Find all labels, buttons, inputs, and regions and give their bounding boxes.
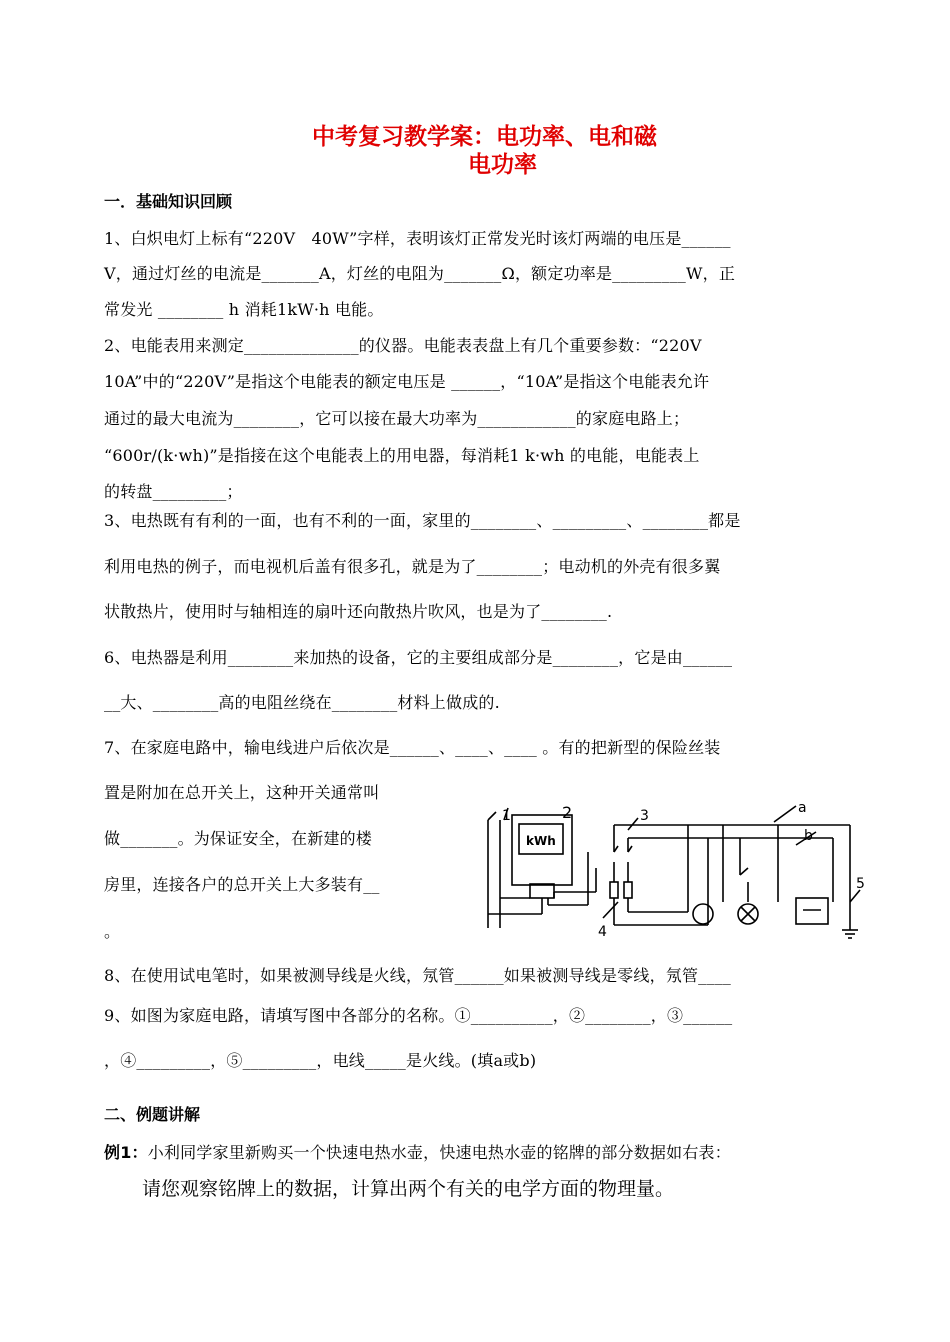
question-line: “600r/(k·wh)”是指接在这个电能表上的用电器，每消耗1 k·wh 的电能，电能表上 <box>104 446 700 465</box>
question-line: 。 <box>104 922 121 941</box>
question-line: 7、在家庭电路中，输电线进户后依次是______、____、____ 。有的把新型的保险丝装 <box>104 738 721 757</box>
page-subtitle: 电功率 <box>468 152 537 178</box>
question-line: 8、在使用试电笔时，如果被测导线是火线，氖管______如果被测导线是零线，氖管____ <box>104 966 731 985</box>
question-line: 置是附加在总开关上，这种开关通常叫 <box>104 783 380 802</box>
question-line: ，④_________，⑤_________，电线_____是火线。(填a或b) <box>104 1051 537 1070</box>
question-line: 1、白炽电灯上标有“220V 40W”字样，表明该灯正常发光时该灯两端的电压是______ <box>104 229 731 248</box>
label-2: 2 <box>562 803 573 822</box>
example-1 <box>104 1140 731 1163</box>
section-heading-examples: 二、例题讲解 <box>104 1105 201 1124</box>
example-text: 小利同学家里新购买一个快速电热水壶，快速电热水壶的铭牌的部分数据如右表： <box>147 1143 731 1162</box>
section-heading-basics: 一．基础知识回顾 <box>104 192 233 211</box>
page-title: 中考复习教学案：电功率、电和磁 <box>312 124 657 150</box>
household-circuit-diagram <box>478 790 878 950</box>
label-b: b <box>804 828 813 844</box>
label-3: 3 <box>640 808 649 824</box>
question-line: 做_______。为保证安全，在新建的楼 <box>104 829 373 848</box>
label-5: 5 <box>856 876 865 892</box>
label-1: 1 <box>502 808 511 824</box>
example-label: 例1： <box>104 1143 148 1162</box>
question-line: 通过的最大电流为________，它可以接在最大功率为____________的家庭电路上； <box>104 409 690 428</box>
question-line: __大、________高的电阻丝绕在________材料上做成的. <box>104 693 500 712</box>
label-a: a <box>798 800 807 816</box>
example-instruction: 请您观察铭牌上的数据，计算出两个有关的电学方面的物理量。 <box>142 1178 675 1200</box>
question-line: V，通过灯丝的电流是_______A，灯丝的电阻为_______Ω，额定功率是_________W，正 <box>104 264 736 283</box>
question-line: 2、电能表用来测定______________的仪器。电能表表盘上有几个重要参数：“220V <box>104 336 702 355</box>
question-line: 9、如图为家庭电路，请填写图中各部分的名称。①__________，②________，③______ <box>104 1006 733 1025</box>
question-line: 常发光 ________ h 消耗1kW·h 电能。 <box>104 300 384 319</box>
question-line: 的转盘_________； <box>104 482 243 501</box>
question-line: 房里，连接各户的总开关上大多装有__ <box>104 875 380 894</box>
question-line: 利用电热的例子，而电视机后盖有很多孔，就是为了________；电动机的外壳有很多翼 <box>104 557 721 576</box>
question-line: 6、电热器是利用________来加热的设备，它的主要组成部分是________，它是由______ <box>104 648 733 667</box>
label-4: 4 <box>598 924 607 940</box>
meter-label: kWh <box>526 834 556 848</box>
question-line: 状散热片，使用时与轴相连的扇叶还向散热片吹风，也是为了________. <box>104 602 613 621</box>
question-line: 10A”中的“220V”是指这个电能表的额定电压是 ______，“10A”是指这个电能表允许 <box>104 372 710 391</box>
question-line: 3、电热既有有利的一面，也有不利的一面，家里的________、_________、________都是 <box>104 511 741 530</box>
